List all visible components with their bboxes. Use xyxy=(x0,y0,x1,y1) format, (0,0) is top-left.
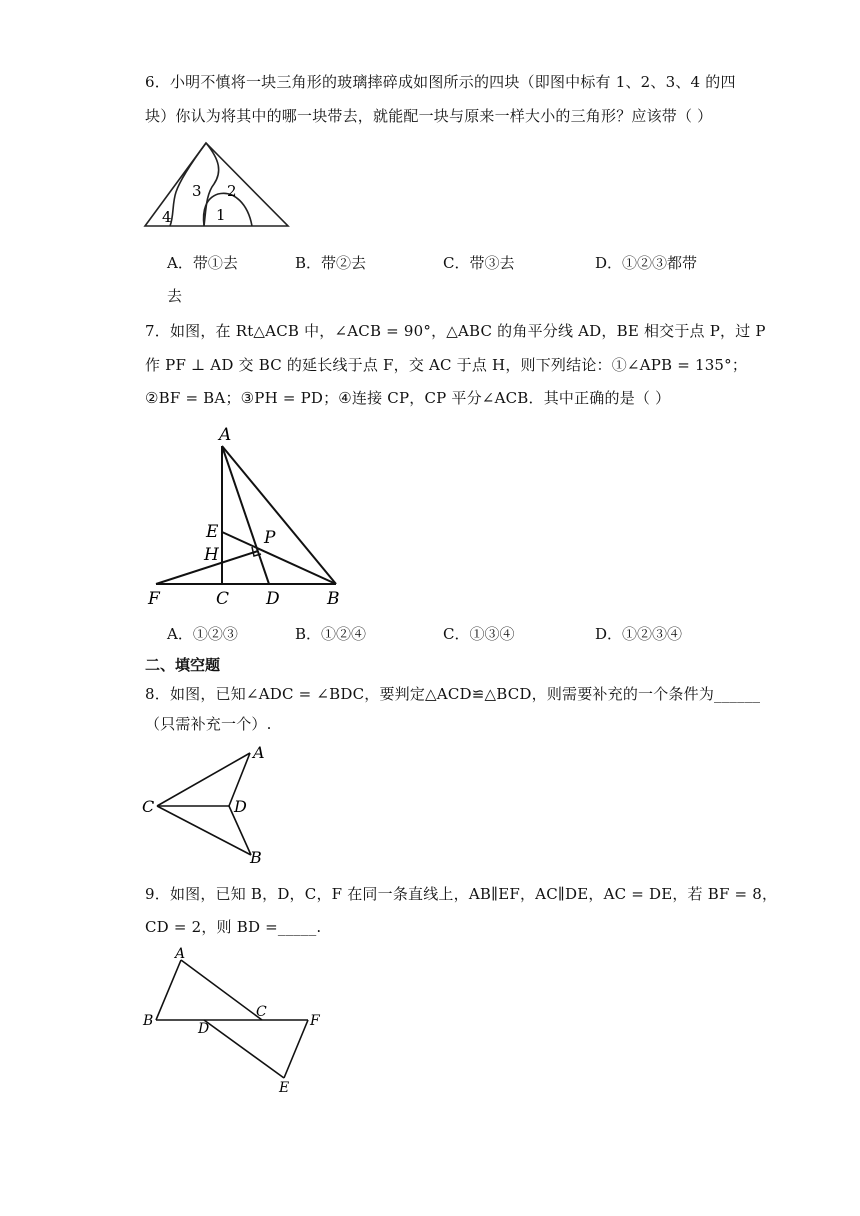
q7-option-a[interactable]: A．①②③ xyxy=(167,625,238,643)
q8-quadrilateral-figure xyxy=(140,740,280,870)
q6-option-c[interactable]: C．带③去 xyxy=(443,254,515,272)
q9-label-c: C xyxy=(256,1004,267,1020)
q7-option-c[interactable]: C．①③④ xyxy=(443,625,515,643)
q9-text-line1: 9．如图，已知 B，D，C，F 在同一条直线上，AB∥EF，AC∥DE，AC = DE，若 BF = 8， xyxy=(145,885,778,903)
q9-label-f: F xyxy=(310,1013,320,1029)
q8-text-line1: 8．如图，已知∠ADC = ∠BDC，要判定△ACD≌△BCD，则需要补充的一个条件为______ xyxy=(145,685,761,703)
q8-text-line2: （只需补充一个）. xyxy=(145,715,272,733)
q8-label-d: D xyxy=(234,797,247,816)
q9-label-d: D xyxy=(198,1021,210,1037)
q7-text-line2: 作 PF ⊥ AD 交 BC 的延长线于点 F，交 AC 于点 H，则下列结论：①∠APB = 135°； xyxy=(145,356,748,374)
q7-label-c: C xyxy=(216,589,230,609)
q6-piece-label-1: 1 xyxy=(216,206,226,224)
q7-label-f: F xyxy=(148,589,160,609)
q7-label-d: D xyxy=(266,589,280,609)
q6-piece-label-4: 4 xyxy=(162,208,172,226)
q7-label-h: H xyxy=(204,545,219,565)
q6-piece-label-3: 3 xyxy=(192,182,202,200)
q7-right-triangle-figure xyxy=(140,420,360,610)
q8-label-c: C xyxy=(142,797,155,816)
q7-label-p: P xyxy=(264,528,276,548)
q6-option-a[interactable]: A．带①去 xyxy=(167,254,238,272)
q9-label-b: B xyxy=(143,1013,154,1029)
q7-text-line1: 7．如图，在 Rt△ACB 中，∠ACB = 90°，△ABC 的角平分线 AD，BE 相交于点 P，过 P xyxy=(145,322,766,340)
q7-label-b: B xyxy=(327,589,340,609)
q6-option-d-continued: 去 xyxy=(167,287,183,305)
q9-text-line2: CD = 2，则 BD =_____. xyxy=(145,918,322,936)
q7-label-a: A xyxy=(219,425,232,445)
q7-option-b[interactable]: B．①②④ xyxy=(295,625,367,643)
q7-option-d[interactable]: D．①②③④ xyxy=(595,625,683,643)
q7-text-line3: ②BF = BA；③PH = PD；④连接 CP，CP 平分∠ACB．其中正确的是（ ） xyxy=(145,389,671,407)
q7-label-e: E xyxy=(206,522,219,542)
q6-text-line1: 6．小明不慎将一块三角形的玻璃摔碎成如图所示的四块（即图中标有 1、2、3、4 的四 xyxy=(145,73,736,91)
q6-option-b[interactable]: B．带②去 xyxy=(295,254,367,272)
q8-label-a: A xyxy=(253,743,265,762)
section-title-fill-in: 二、填空题 xyxy=(145,656,221,674)
q9-parallel-triangles-figure xyxy=(140,940,330,1100)
q6-piece-label-2: 2 xyxy=(227,182,237,200)
q6-option-d[interactable]: D．①②③都带 xyxy=(595,254,698,272)
q6-text-line2: 块）你认为将其中的哪一块带去，就能配一块与原来一样大小的三角形？应该带（ ） xyxy=(145,107,713,125)
q8-label-b: B xyxy=(250,848,262,867)
q6-broken-glass-figure xyxy=(140,140,290,232)
q9-label-a: A xyxy=(175,946,186,962)
q9-label-e: E xyxy=(279,1080,290,1096)
